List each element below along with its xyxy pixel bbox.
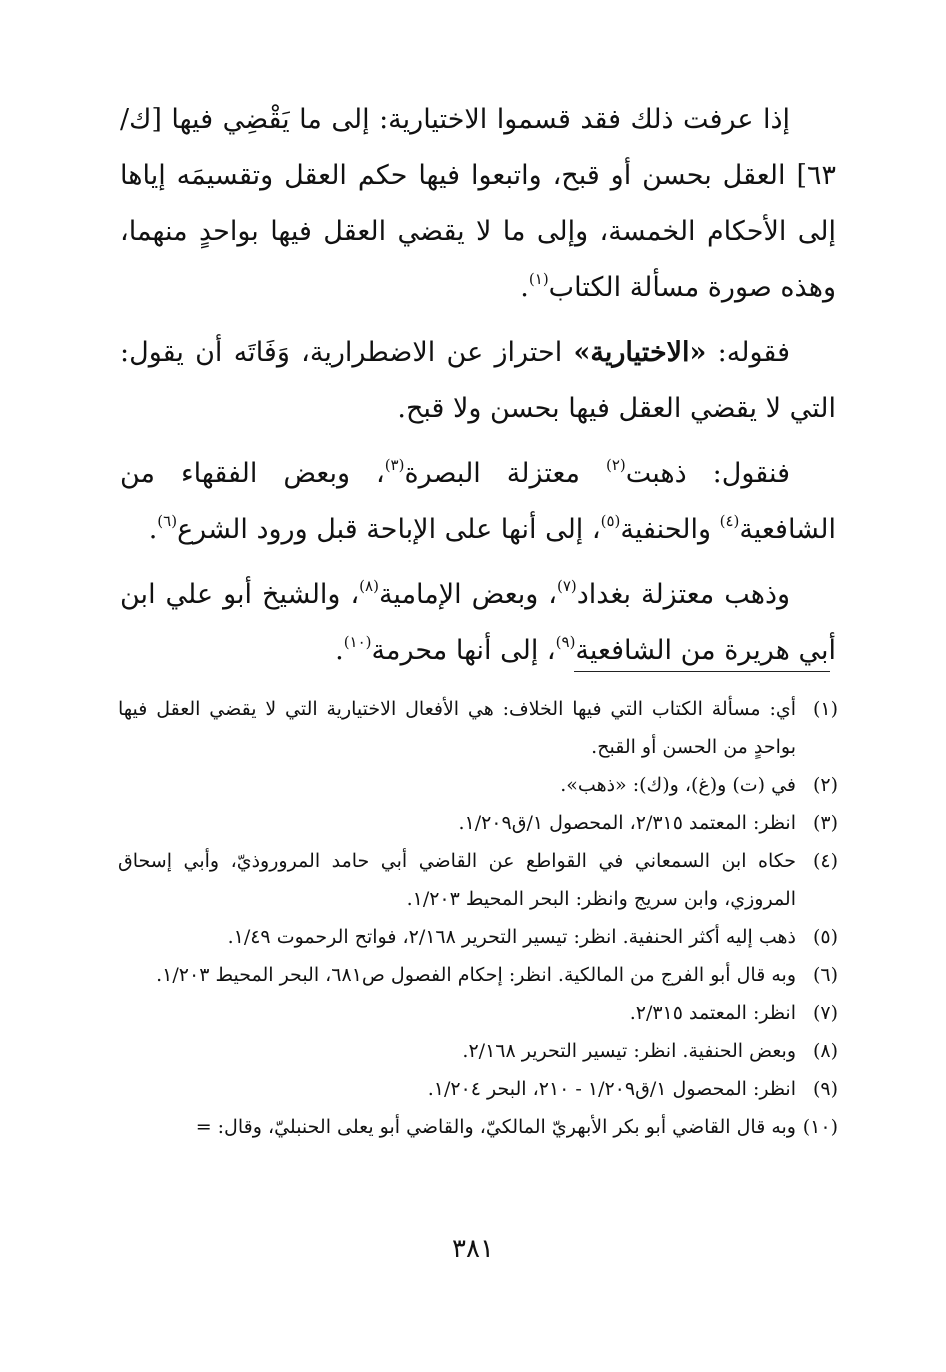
p2-bold-term: «الاختيارية» [573, 337, 707, 368]
p3-seg4: والحنفية [620, 514, 720, 545]
p3-seg5: ، إلى أنها على الإباحة قبل ورود الشرع [177, 514, 601, 545]
p3-seg6: . [148, 514, 158, 545]
footnote-7 [118, 994, 838, 1032]
p3-seg1: فنقول: ذهبت [625, 458, 791, 489]
footnote-text: انظر: المحصول ١/ق١/٢٠٩ - ٢١٠، البحر ١/٢٠٤. [427, 1078, 796, 1100]
footnote-6 [118, 956, 838, 994]
p4-seg4: ، إلى أنها محرمة [371, 635, 556, 666]
footnote-4 [118, 842, 838, 918]
footnote-number: (١) [812, 698, 838, 720]
footnote-number: (٢) [812, 774, 838, 796]
footnote-9 [118, 1070, 838, 1108]
footnote-text: وبه قال القاضي أبو بكر الأبهريّ المالكيّ، والقاضي أبو يعلى الحنبليّ، وقال: = [195, 1116, 796, 1138]
main-text [120, 92, 836, 688]
footnote-text: انظر: المعتمد ٢/٣١٥. [629, 1002, 796, 1024]
footnote-ref-3: (٣) [384, 456, 405, 474]
paragraph-2 [120, 325, 836, 437]
footnote-text: حكاه ابن السمعاني في القواطع عن القاضي أبي حامد المروروذيّ، وأبي إسحاق المروزي، وابن سريج وانظر: البحر المحيط ١/٢٠٣. [118, 850, 796, 910]
footnote-ref-6: (٦) [157, 512, 178, 530]
footnote-text: ذهب إليه أكثر الحنفية. انظر: تيسير التحرير ٢/١٦٨، فواتح الرحموت ١/٤٩. [227, 926, 796, 948]
p2-after: احتراز عن الاضطرارية، وَفَاتَه أن يقول: التي لا يقضي العقل فيها بحسن ولا قبح. [120, 337, 836, 424]
footnote-text: في (ت) و(غ)، و(ك): «ذهب». [560, 774, 796, 796]
p1-end: . [520, 272, 529, 303]
footnote-ref-5: (٥) [600, 512, 621, 530]
footnote-ref-9: (٩) [555, 633, 576, 651]
footnotes [118, 690, 838, 1146]
footnote-1 [118, 690, 838, 766]
footnote-3 [118, 804, 838, 842]
p1-line2: العقل بحسن أو قبح، واتبعوا فيها حكم العقل وتقسيمَه إياها إلى الأحكام [120, 160, 836, 247]
p4-seg2: ، وبعض الإمامية [378, 579, 557, 610]
p4-seg1: وذهب معتزلة بغداد [576, 579, 791, 610]
p4-seg5: . [335, 635, 344, 666]
footnote-number: (٥) [812, 926, 838, 948]
footnote-number: (٦) [812, 964, 838, 986]
page-number: ٣٨١ [452, 1234, 494, 1264]
footnote-ref-1: (١) [528, 270, 549, 288]
footnote-number: (٨) [812, 1040, 838, 1062]
footnote-separator [574, 671, 830, 672]
footnote-10 [118, 1108, 838, 1146]
paragraph-3 [120, 446, 836, 558]
footnote-text: أي: مسألة الكتاب التي فيها الخلاف: هي الأفعال الاختيارية التي لا يقضي العقل فيها بواحدٍ من الحسن أو القبح. [118, 698, 796, 758]
p2-before: فقوله: [706, 337, 790, 368]
footnote-number: (٤) [812, 850, 838, 872]
paragraph-1 [120, 92, 836, 316]
p1-line1: إذا عرفت ذلك فقد قسموا الاختيارية: إلى ما يَقْضِي فيها [ك/٦٣] [120, 104, 836, 191]
p1-line3: الخمسة، وإلى ما لا يقضي العقل فيها بواحدٍ منهما، وهذه صورة مسألة [120, 216, 836, 303]
footnote-ref-2: (٢) [605, 456, 626, 474]
footnote-8 [118, 1032, 838, 1070]
footnote-ref-8: (٨) [359, 577, 379, 595]
footnote-number: (٣) [812, 812, 838, 834]
footnote-ref-4: (٤) [719, 512, 740, 530]
footnote-number: (٧) [812, 1002, 838, 1024]
p4-seg3: ، والشيخ أبو علي ابن أبي هريرة من الشافعية [120, 579, 836, 666]
footnote-ref-10: (١٠) [343, 633, 372, 651]
footnote-5 [118, 918, 838, 956]
footnote-ref-7: (٧) [556, 577, 577, 595]
footnote-2 [118, 766, 838, 804]
p3-seg2: معتزلة البصرة [404, 458, 606, 489]
p1-line4: الكتاب [548, 272, 622, 303]
footnote-text: وبه قال أبو الفرج من المالكية. انظر: إحكام الفصول ص٦٨١، البحر المحيط ١/٢٠٣. [156, 964, 796, 986]
p3-seg3: ، وبعض الفقهاء من الشافعية [120, 458, 836, 545]
footnote-text: انظر: المعتمد ٢/٣١٥، المحصول ١/ق١/٢٠٩. [458, 812, 796, 834]
footnote-number: (٩) [812, 1078, 838, 1100]
footnote-text: وبعض الحنفية. انظر: تيسير التحرير ٢/١٦٨. [462, 1040, 796, 1062]
footnote-number: (١٠) [802, 1116, 838, 1138]
paragraph-4 [120, 567, 836, 679]
